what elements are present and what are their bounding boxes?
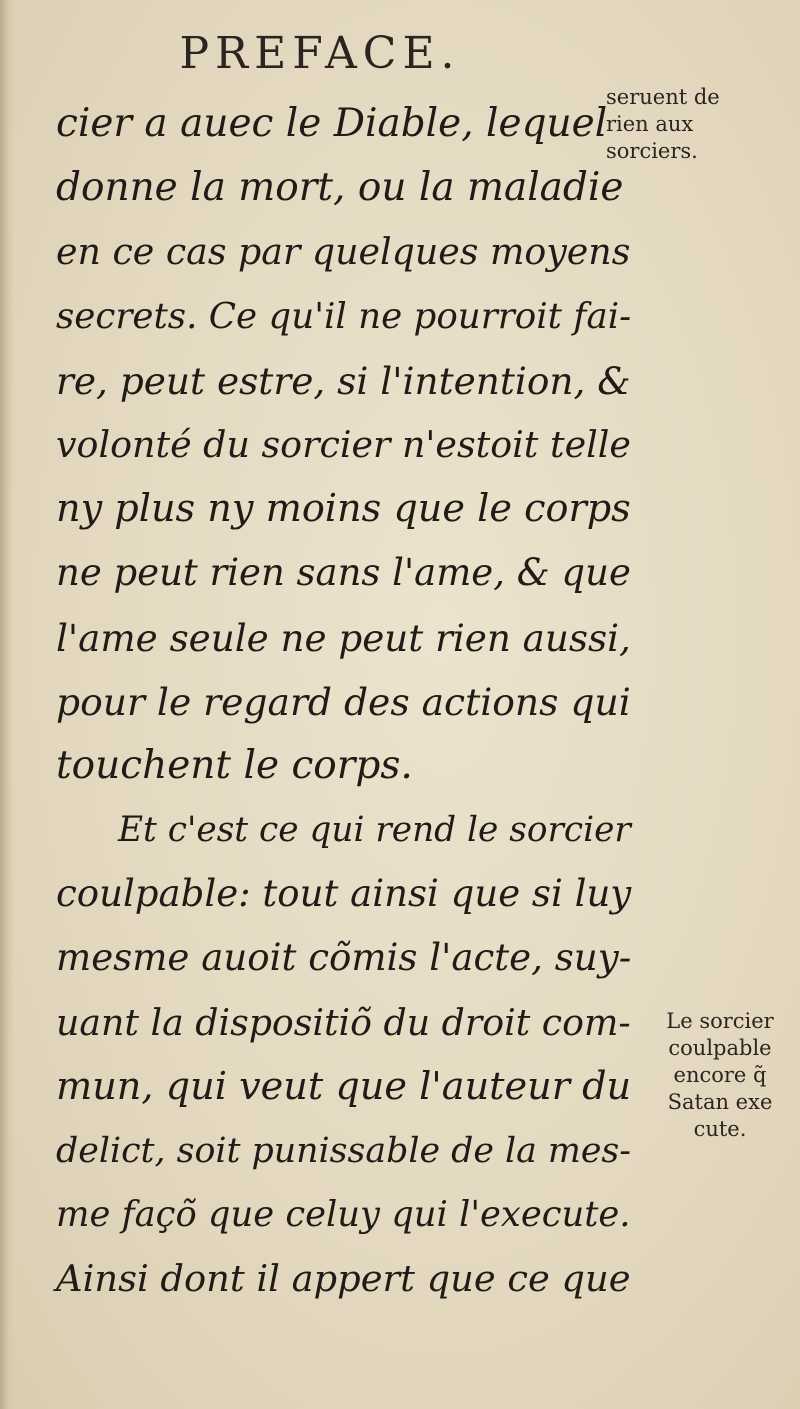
text-line: me façõ que celuy qui l'execute.: [56, 1194, 631, 1236]
page-gutter: [0, 0, 14, 1409]
margin-note-line: coulpable: [668, 1036, 772, 1060]
text-line: en ce cas par quelques moyens: [56, 230, 631, 274]
text-line: re, peut estre, si l'intention, &: [56, 358, 631, 403]
margin-note-line: Le sorcier: [666, 1009, 774, 1033]
body-text: [56, 92, 636, 1312]
margin-note-line: cute.: [693, 1117, 747, 1141]
text-line: touchent le corps.: [56, 742, 413, 788]
text-line: l'ame seule ne peut rien aussi,: [56, 615, 631, 660]
text-line: volonté du sorcier n'estoit telle: [56, 422, 631, 466]
text-line: Ainsi dont il appert que ce que: [56, 1257, 631, 1301]
margin-note-line: rien aux: [606, 112, 694, 136]
text-line: delict, soit punissable de la mes-: [56, 1131, 631, 1171]
text-line: coulpable: tout ainsi que si luy: [56, 872, 632, 916]
text-line: mesme auoit cõmis l'acte, suy-: [56, 936, 632, 980]
margin-note-sorcier: [640, 1008, 800, 1143]
running-title: PREFACE.: [179, 28, 461, 79]
margin-note-line: Satan exe: [667, 1090, 773, 1114]
margin-note-line: encore q̃: [673, 1063, 767, 1087]
text-line: mun, qui veut que l'auteur du: [56, 1064, 632, 1109]
margin-note-line: seruent de: [606, 85, 720, 109]
text-line: ne peut rien sans l'ame, & que: [56, 551, 631, 595]
text-line: secrets. Ce qu'il ne pourroit fai-: [56, 295, 632, 337]
text-line: pour le regard des actions qui: [56, 679, 631, 724]
text-line: donne la mort, ou la maladie: [56, 165, 624, 211]
margin-note-line: sorciers.: [606, 139, 698, 163]
paragraph-start-line: Et c'est ce qui rend le sorcier: [118, 810, 631, 851]
text-line: ny plus ny moins que le corps: [56, 487, 631, 532]
text-line: uant la dispositiõ du droit com-: [56, 1000, 631, 1044]
text-line: cier a auec le Diable, lequel: [56, 101, 608, 146]
